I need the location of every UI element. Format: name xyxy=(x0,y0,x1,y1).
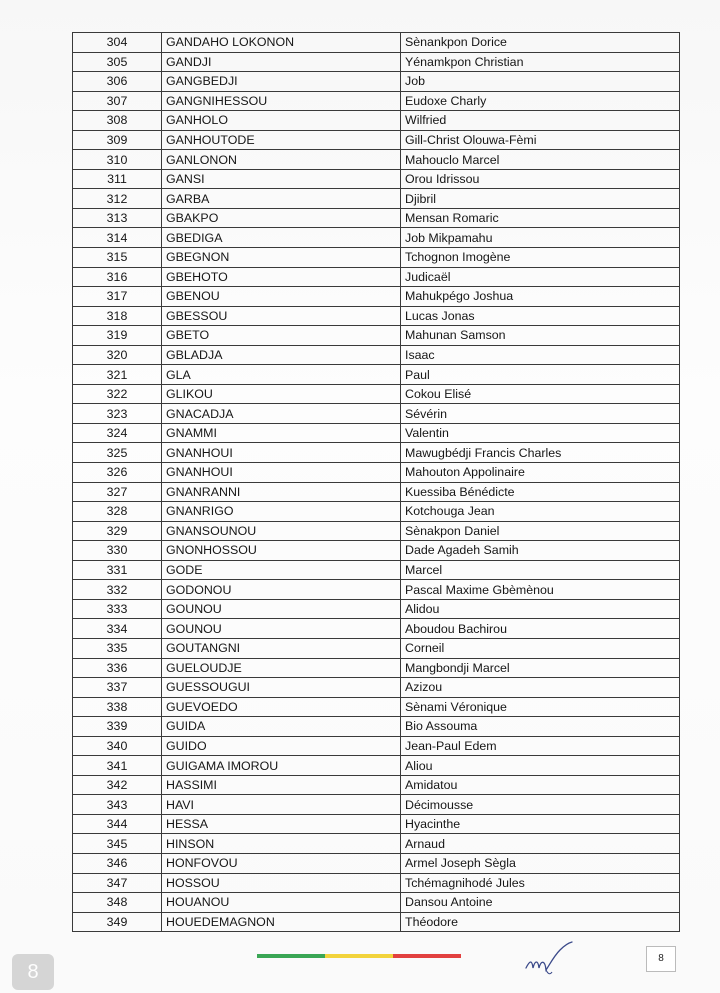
first-name-cell: Azizou xyxy=(401,678,680,698)
table-row xyxy=(73,638,680,658)
row-number-cell: 309 xyxy=(73,130,162,150)
first-name-cell: Hyacinthe xyxy=(401,814,680,834)
table-row xyxy=(73,541,680,561)
surname-cell: GUELOUDJE xyxy=(162,658,401,678)
flag-stripe xyxy=(257,954,461,958)
row-number-cell: 345 xyxy=(73,834,162,854)
table-row xyxy=(73,599,680,619)
table-row xyxy=(73,306,680,326)
first-name-cell: Judicaël xyxy=(401,267,680,287)
row-number-cell: 314 xyxy=(73,228,162,248)
row-number-cell: 319 xyxy=(73,326,162,346)
table-row xyxy=(73,248,680,268)
row-number-cell: 349 xyxy=(73,912,162,932)
surname-cell: GANDAHO LOKONON xyxy=(162,33,401,53)
table-row xyxy=(73,150,680,170)
row-number-cell: 328 xyxy=(73,502,162,522)
surname-cell: GANHOUTODE xyxy=(162,130,401,150)
row-number-cell: 342 xyxy=(73,775,162,795)
page-number-box xyxy=(646,946,676,972)
table-row xyxy=(73,365,680,385)
viewer-page-badge[interactable] xyxy=(12,954,54,990)
surname-cell: GOUNOU xyxy=(162,599,401,619)
surname-cell: GBLADJA xyxy=(162,345,401,365)
surname-cell: GNANRIGO xyxy=(162,502,401,522)
first-name-cell: Armel Joseph Sègla xyxy=(401,853,680,873)
first-name-cell: Sènami Véronique xyxy=(401,697,680,717)
row-number-cell: 304 xyxy=(73,33,162,53)
first-name-cell: Aboudou Bachirou xyxy=(401,619,680,639)
table-row xyxy=(73,619,680,639)
row-number-cell: 313 xyxy=(73,208,162,228)
roster-table-body xyxy=(73,33,680,932)
first-name-cell: Bio Assouma xyxy=(401,717,680,737)
table-row xyxy=(73,326,680,346)
surname-cell: HASSIMI xyxy=(162,775,401,795)
row-number-cell: 327 xyxy=(73,482,162,502)
first-name-cell: Pascal Maxime Gbèmènou xyxy=(401,580,680,600)
surname-cell: GANGNIHESSOU xyxy=(162,91,401,111)
surname-cell: GUIDA xyxy=(162,717,401,737)
surname-cell: GANDJI xyxy=(162,52,401,72)
table-row xyxy=(73,678,680,698)
row-number-cell: 331 xyxy=(73,560,162,580)
first-name-cell: Sévérin xyxy=(401,404,680,424)
first-name-cell: Kotchouga Jean xyxy=(401,502,680,522)
first-name-cell: Mawugbédji Francis Charles xyxy=(401,443,680,463)
row-number-cell: 324 xyxy=(73,423,162,443)
roster-table xyxy=(72,32,680,932)
surname-cell: GODONOU xyxy=(162,580,401,600)
first-name-cell: Eudoxe Charly xyxy=(401,91,680,111)
table-row xyxy=(73,443,680,463)
row-number-cell: 308 xyxy=(73,111,162,131)
table-row xyxy=(73,463,680,483)
table-row xyxy=(73,873,680,893)
table-row xyxy=(73,814,680,834)
table-row xyxy=(73,130,680,150)
surname-cell: GANLONON xyxy=(162,150,401,170)
surname-cell: GNANSOUNOU xyxy=(162,521,401,541)
surname-cell: GBENOU xyxy=(162,287,401,307)
row-number-cell: 344 xyxy=(73,814,162,834)
row-number-cell: 341 xyxy=(73,756,162,776)
table-row xyxy=(73,893,680,913)
row-number-cell: 334 xyxy=(73,619,162,639)
table-row xyxy=(73,169,680,189)
surname-cell: HAVI xyxy=(162,795,401,815)
surname-cell: GUIDO xyxy=(162,736,401,756)
row-number-cell: 312 xyxy=(73,189,162,209)
row-number-cell: 317 xyxy=(73,287,162,307)
surname-cell: GNANHOUI xyxy=(162,443,401,463)
row-number-cell: 335 xyxy=(73,638,162,658)
table-row xyxy=(73,834,680,854)
surname-cell: GNANRANNI xyxy=(162,482,401,502)
first-name-cell: Mahukpégo Joshua xyxy=(401,287,680,307)
table-row xyxy=(73,208,680,228)
surname-cell: GARBA xyxy=(162,189,401,209)
row-number-cell: 325 xyxy=(73,443,162,463)
row-number-cell: 347 xyxy=(73,873,162,893)
surname-cell: HONFOVOU xyxy=(162,853,401,873)
table-row xyxy=(73,72,680,92)
row-number-cell: 305 xyxy=(73,52,162,72)
flag-green-band xyxy=(257,954,325,958)
first-name-cell: Mangbondji Marcel xyxy=(401,658,680,678)
first-name-cell: Décimousse xyxy=(401,795,680,815)
table-row xyxy=(73,795,680,815)
table-row xyxy=(73,423,680,443)
surname-cell: GNONHOSSOU xyxy=(162,541,401,561)
first-name-cell: Arnaud xyxy=(401,834,680,854)
first-name-cell: Dansou Antoine xyxy=(401,893,680,913)
first-name-cell: Corneil xyxy=(401,638,680,658)
row-number-cell: 326 xyxy=(73,463,162,483)
surname-cell: GBETO xyxy=(162,326,401,346)
first-name-cell: Alidou xyxy=(401,599,680,619)
table-row xyxy=(73,228,680,248)
surname-cell: HOUEDEMAGNON xyxy=(162,912,401,932)
row-number-cell: 329 xyxy=(73,521,162,541)
table-row xyxy=(73,111,680,131)
row-number-cell: 340 xyxy=(73,736,162,756)
row-number-cell: 338 xyxy=(73,697,162,717)
table-row xyxy=(73,521,680,541)
first-name-cell: Sènakpon Daniel xyxy=(401,521,680,541)
surname-cell: GBAKPO xyxy=(162,208,401,228)
table-row xyxy=(73,502,680,522)
row-number-cell: 323 xyxy=(73,404,162,424)
first-name-cell: Lucas Jonas xyxy=(401,306,680,326)
surname-cell: GANGBEDJI xyxy=(162,72,401,92)
row-number-cell: 322 xyxy=(73,384,162,404)
row-number-cell: 306 xyxy=(73,72,162,92)
surname-cell: GOUNOU xyxy=(162,619,401,639)
surname-cell: GBEDIGA xyxy=(162,228,401,248)
row-number-cell: 310 xyxy=(73,150,162,170)
table-row xyxy=(73,404,680,424)
surname-cell: GUIGAMA IMOROU xyxy=(162,756,401,776)
first-name-cell: Tchognon Imogène xyxy=(401,248,680,268)
first-name-cell: Mahunan Samson xyxy=(401,326,680,346)
row-number-cell: 343 xyxy=(73,795,162,815)
first-name-cell: Paul xyxy=(401,365,680,385)
row-number-cell: 333 xyxy=(73,599,162,619)
row-number-cell: 316 xyxy=(73,267,162,287)
table-row xyxy=(73,345,680,365)
first-name-cell: Dade Agadeh Samih xyxy=(401,541,680,561)
flag-yellow-band xyxy=(325,954,393,958)
first-name-cell: Mensan Romaric xyxy=(401,208,680,228)
first-name-cell: Marcel xyxy=(401,560,680,580)
table-row xyxy=(73,189,680,209)
table-row xyxy=(73,384,680,404)
surname-cell: GLIKOU xyxy=(162,384,401,404)
surname-cell: HOSSOU xyxy=(162,873,401,893)
table-row xyxy=(73,853,680,873)
flag-red-band xyxy=(393,954,461,958)
surname-cell: GANHOLO xyxy=(162,111,401,131)
surname-cell: GBESSOU xyxy=(162,306,401,326)
table-row xyxy=(73,658,680,678)
row-number-cell: 332 xyxy=(73,580,162,600)
row-number-cell: 346 xyxy=(73,853,162,873)
row-number-cell: 315 xyxy=(73,248,162,268)
first-name-cell: Valentin xyxy=(401,423,680,443)
table-row xyxy=(73,736,680,756)
table-row xyxy=(73,91,680,111)
table-row xyxy=(73,33,680,53)
table-row xyxy=(73,560,680,580)
table-row xyxy=(73,717,680,737)
row-number-cell: 318 xyxy=(73,306,162,326)
table-row xyxy=(73,756,680,776)
row-number-cell: 337 xyxy=(73,678,162,698)
row-number-cell: 330 xyxy=(73,541,162,561)
surname-cell: GNANHOUI xyxy=(162,463,401,483)
surname-cell: GBEGNON xyxy=(162,248,401,268)
first-name-cell: Job Mikpamahu xyxy=(401,228,680,248)
first-name-cell: Théodore xyxy=(401,912,680,932)
first-name-cell: Isaac xyxy=(401,345,680,365)
first-name-cell: Tchémagnihodé Jules xyxy=(401,873,680,893)
row-number-cell: 336 xyxy=(73,658,162,678)
first-name-cell: Aliou xyxy=(401,756,680,776)
first-name-cell: Cokou Elisé xyxy=(401,384,680,404)
surname-cell: GLA xyxy=(162,365,401,385)
table-row xyxy=(73,697,680,717)
table-row xyxy=(73,580,680,600)
row-number-cell: 321 xyxy=(73,365,162,385)
surname-cell: GODE xyxy=(162,560,401,580)
surname-cell: GBEHOTO xyxy=(162,267,401,287)
surname-cell: GUESSOUGUI xyxy=(162,678,401,698)
row-number-cell: 339 xyxy=(73,717,162,737)
row-number-cell: 311 xyxy=(73,169,162,189)
table-row xyxy=(73,912,680,932)
first-name-cell: Orou Idrissou xyxy=(401,169,680,189)
table-row xyxy=(73,482,680,502)
first-name-cell: Wilfried xyxy=(401,111,680,131)
viewer-page-badge-label: 8 xyxy=(27,961,39,983)
first-name-cell: Jean-Paul Edem xyxy=(401,736,680,756)
row-number-cell: 348 xyxy=(73,893,162,913)
surname-cell: GOUTANGNI xyxy=(162,638,401,658)
table-row xyxy=(73,775,680,795)
surname-cell: GANSI xyxy=(162,169,401,189)
first-name-cell: Sènankpon Dorice xyxy=(401,33,680,53)
row-number-cell: 320 xyxy=(73,345,162,365)
signature-initials xyxy=(520,938,580,978)
first-name-cell: Job xyxy=(401,72,680,92)
surname-cell: HESSA xyxy=(162,814,401,834)
table-row xyxy=(73,287,680,307)
surname-cell: GNACADJA xyxy=(162,404,401,424)
first-name-cell: Gill-Christ Olouwa-Fèmi xyxy=(401,130,680,150)
first-name-cell: Mahouton Appolinaire xyxy=(401,463,680,483)
row-number-cell: 307 xyxy=(73,91,162,111)
surname-cell: GUEVOEDO xyxy=(162,697,401,717)
table-row xyxy=(73,267,680,287)
page-number: 8 xyxy=(658,953,664,964)
surname-cell: HOUANOU xyxy=(162,893,401,913)
first-name-cell: Djibril xyxy=(401,189,680,209)
first-name-cell: Kuessiba Bénédicte xyxy=(401,482,680,502)
table-row xyxy=(73,52,680,72)
first-name-cell: Amidatou xyxy=(401,775,680,795)
first-name-cell: Yénamkpon Christian xyxy=(401,52,680,72)
surname-cell: GNAMMI xyxy=(162,423,401,443)
surname-cell: HINSON xyxy=(162,834,401,854)
first-name-cell: Mahouclo Marcel xyxy=(401,150,680,170)
